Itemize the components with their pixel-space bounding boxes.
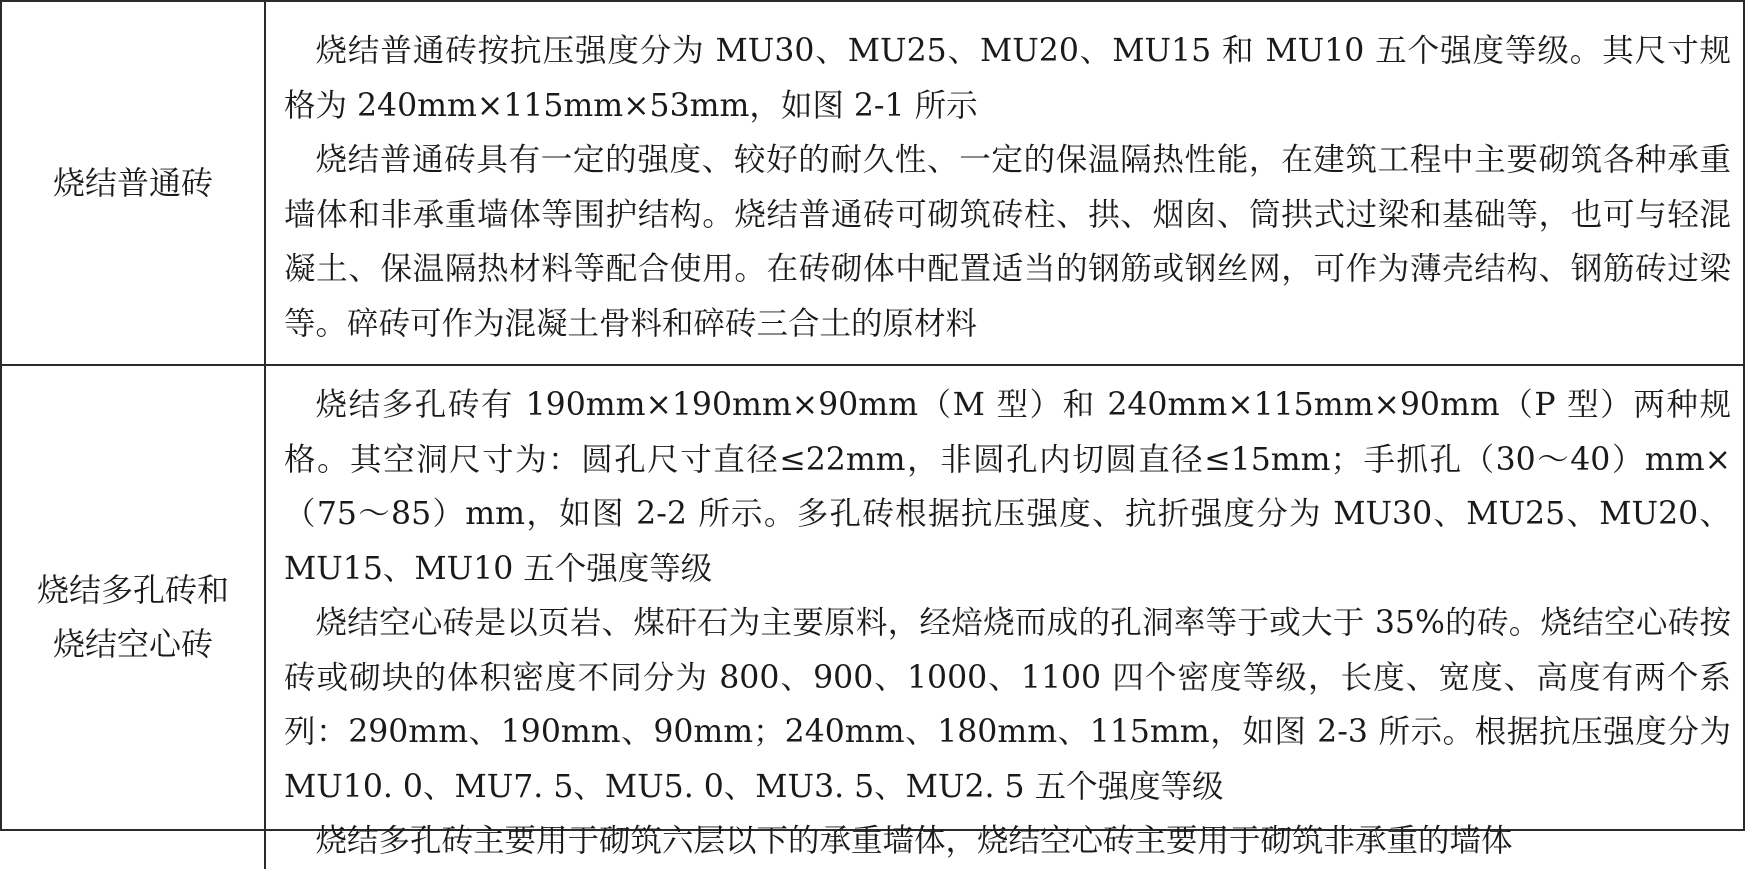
table-row-1-description-cell: [266, 2, 1743, 366]
row-1-name: 烧结普通砖: [52, 164, 213, 202]
table-row-2-description-cell: [266, 366, 1743, 869]
row-2-name-line-1: 烧结多孔砖和: [36, 571, 229, 610]
row-2-name-line-2: 烧结空心砖: [52, 625, 213, 664]
table-row-1-name-cell: [2, 2, 266, 366]
row-1-paragraph-2: 烧结普通砖具有一定的强度、较好的耐久性、一定的保温隔热性能，在建筑工程中主要砌筑各种承重墙体和非承重墙体等围护结构。烧结普通砖可砌筑砖柱、拱、烟囱、筒拱式过梁和基础等，也可与轻混凝土、保温隔热材料等配合使用。在砖砌体中配置适当的钢筋或钢丝网，可作为薄壳结构、钢筋砖过梁等。碎砖可作为混凝土骨料和碎砖三合土的原材料: [284, 142, 1731, 342]
row-2-paragraph-3: 烧结多孔砖主要用于砌筑六层以下的承重墙体，烧结空心砖主要用于砌筑非承重的墙体: [315, 823, 1513, 859]
row-2-paragraph-2: 烧结空心砖是以页岩、煤矸石为主要原料，经焙烧而成的孔洞率等于或大于 35%的砖。烧结空心砖按砖或砌块的体积密度不同分为 800、900、1000、1100 四个密度等级，长度、宽度、高度有两个系列：290mm、190mm、90mm；240mm、180mm、115mm，如图 2-3 所示。根据抗压强度分为 MU10. 0、MU7. 5、MU5. 0、MU3. 5、MU2. 5 五个强度等级: [284, 605, 1731, 805]
row-2-paragraph-1: 烧结多孔砖有 190mm×190mm×90mm（M 型）和 240mm×115mm×90mm（P 型）两种规格。其空洞尺寸为：圆孔尺寸直径≤22mm，非圆孔内切圆直径≤15mm；手抓孔（30～40）mm×（75～85）mm，如图 2-2 所示。多孔砖根据抗压强度、抗折强度分为 MU30、MU25、MU20、MU15、MU10 五个强度等级: [284, 387, 1731, 587]
row-1-paragraph-1: 烧结普通砖按抗压强度分为 MU30、MU25、MU20、MU15 和 MU10 五个强度等级。其尺寸规格为 240mm×115mm×53mm，如图 2-1 所示: [284, 33, 1731, 124]
table-row-2-name-cell: [2, 366, 266, 869]
